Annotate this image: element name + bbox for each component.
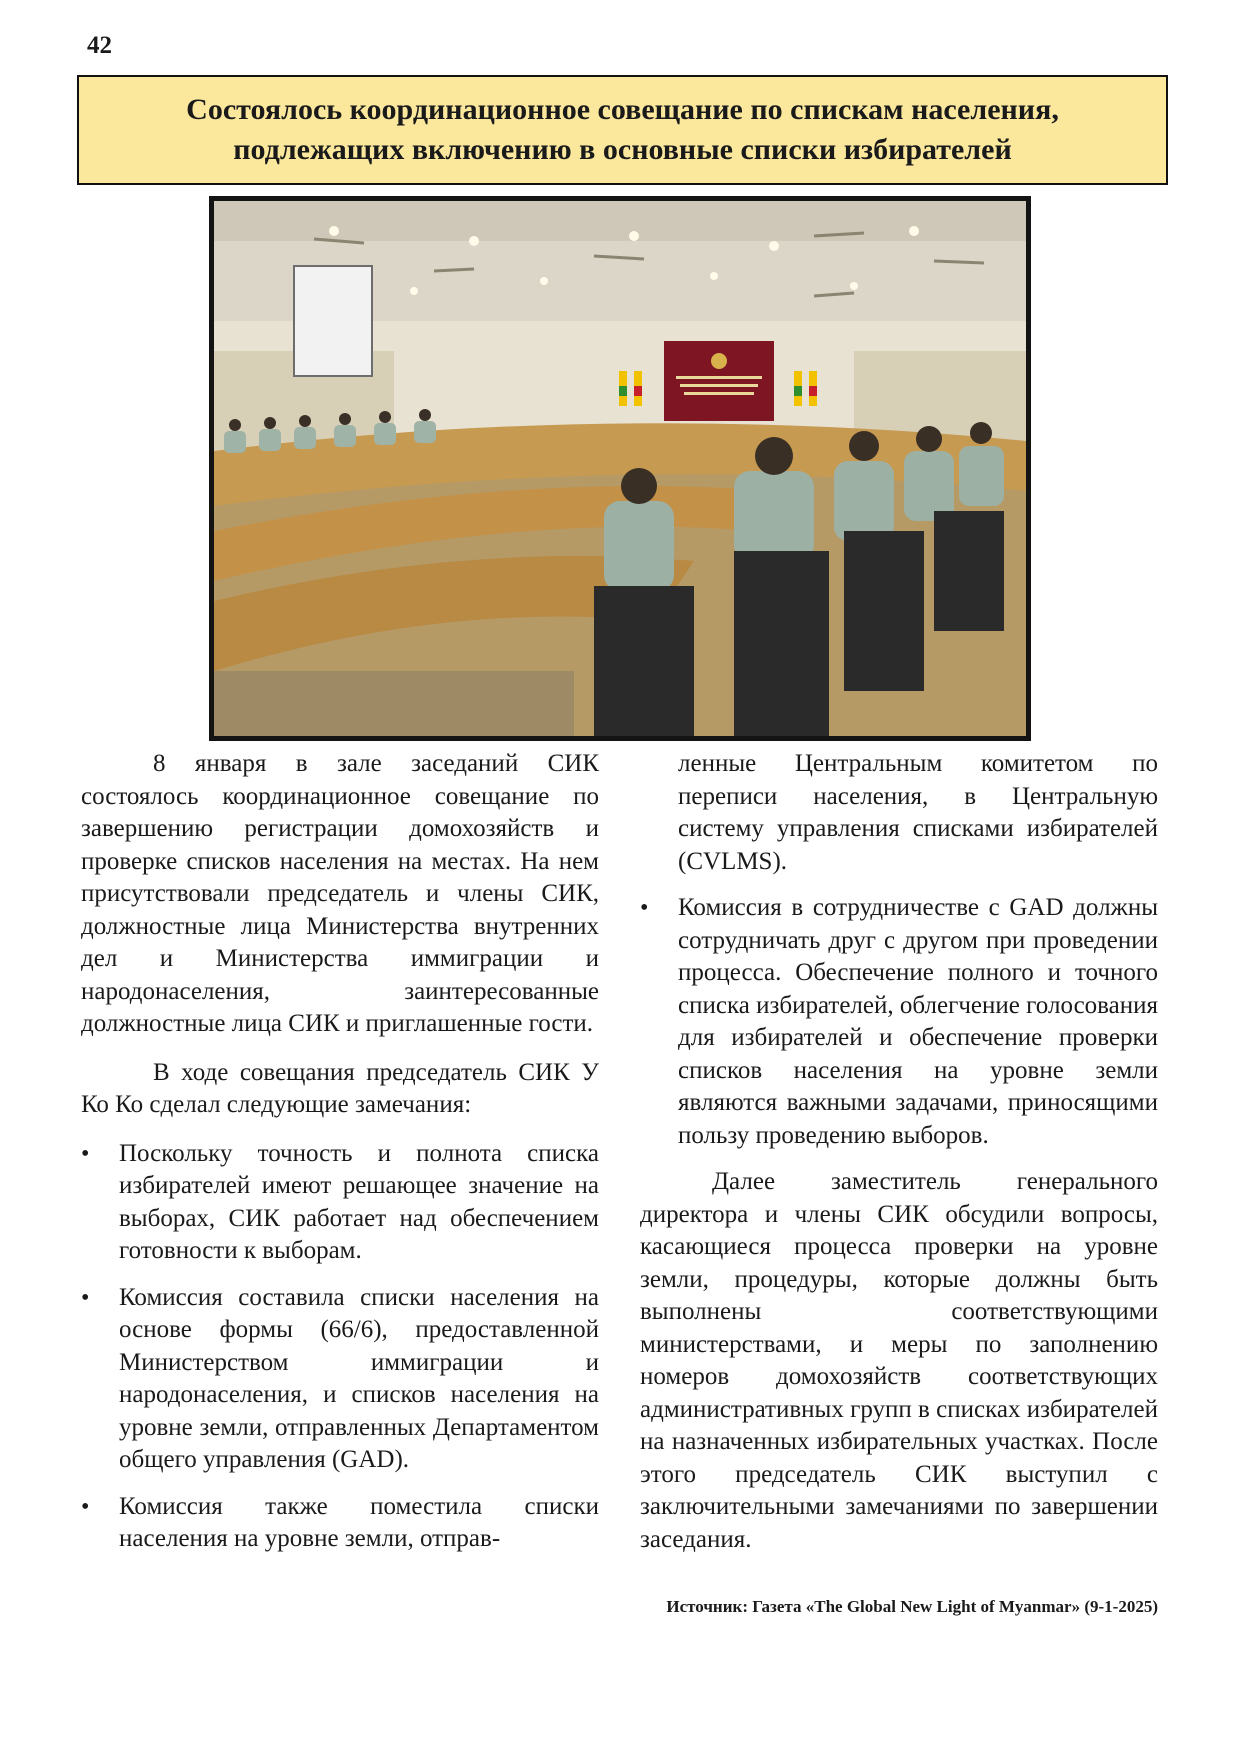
list-item: • Комиссия составила списки населения на основе формы (66/6), предоставленной Министерством иммиграции и народонаселения, и списков населения на уровне земли, отправленных Департаментом общего управления (GAD). — [81, 1282, 599, 1477]
list-item-continuation: ленные Центральным комитетом по переписи населения, в Центральную систему управления списками избирателей (CVLMS). — [678, 750, 1158, 875]
paragraph-remarks-intro: В ходе совещания председатель СИК У Ко Ко сделал следующие замечания: — [81, 1058, 599, 1118]
meeting-hall-illustration — [214, 201, 1026, 736]
list-item: • Поскольку точность и полнота списка избирателей имеют решающее значение на выборах, СИК работает над обеспечением готовности к выборам. — [81, 1138, 599, 1268]
paragraph-intro: 8 января в зале заседаний СИК состоялось координационное совещание по завершению регистрации домохозяйств и проверке списков населения на местах. На нем присутствовали председатель и члены СИК, должностные лица Министерства внутренних дел и Министерства иммиграции и народонаселения, заинтересованные должностные лица СИК и приглашенные гости. — [81, 750, 599, 1037]
list-item: • Комиссия в сотрудничестве с GAD должны сотрудничать друг с другом при проведении процесса. Обеспечение полного и точного списка избирателей, облегчение голосования для избирателей и обеспечение проверки списков населения на уровне земли являются важными задачами, приносящими пользу проведению выборов. — [640, 892, 1158, 1152]
list-item: • Комиссия также поместила списки населения на уровне земли, отправ- — [81, 1491, 599, 1556]
article-headline — [77, 75, 1168, 185]
remarks-list-continued — [640, 748, 1158, 1152]
meeting-photo — [209, 196, 1031, 741]
page-number: 42 — [87, 32, 112, 59]
paragraph-discussion: Далее заместитель генерального директора и члены СИК обсудили вопросы, касающиеся процесса проверки на уровне земли, процедуры, которые должны быть выполнены соответствующими министерствами, и меры по заполнению номеров домохозяйств соответствующих административных групп в списках избирателей на назначенных избирательных участках. После этого председатель СИК выступил с заключительными замечаниями по завершении заседания. — [640, 1168, 1158, 1553]
headline-text: Состоялось координационное совещание по спискам населения, подлежащих включению в основные списки избирателей — [186, 93, 1059, 166]
source-citation: Источник: Газета «The Global New Light of Myanmar» (9-1-2025) — [666, 1597, 1158, 1616]
remarks-list — [81, 1138, 599, 1556]
right-column — [640, 748, 1158, 1572]
left-column — [81, 748, 599, 1570]
